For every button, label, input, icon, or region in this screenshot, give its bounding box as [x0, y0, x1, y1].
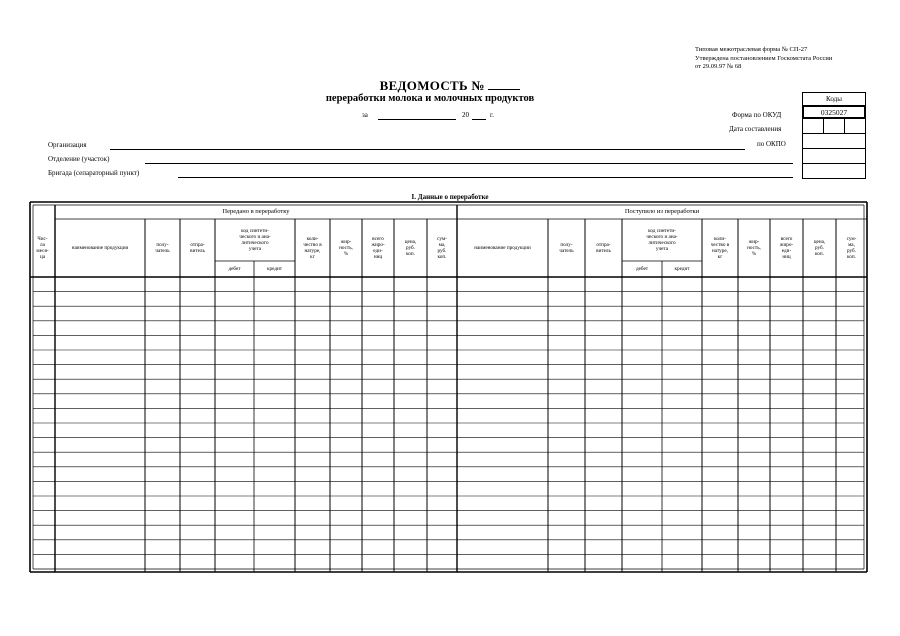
okud-code: 0325027 — [802, 105, 866, 119]
right-debit-header: дебет — [635, 266, 649, 272]
approval-line-3: от 29.09.97 № 68 — [695, 63, 742, 70]
approval-line-1: Типовая межотраслевая форма № СП-27 — [695, 46, 808, 53]
right-account-code-header: код синтети- ческого и ана- литического учета — [646, 228, 678, 252]
left-sender-header: отпра- витель — [190, 242, 205, 254]
organization-label: Организация — [48, 141, 87, 149]
right-quantity-header: коли- чество в натуре, кг — [710, 236, 730, 260]
section-title: I. Данные о переработке — [411, 193, 489, 201]
approval-line-2: Утверждена постановлением Госкомстата России — [695, 54, 833, 62]
period-year: 20 — [462, 111, 469, 119]
document-subtitle: переработки молока и молочных продуктов — [325, 93, 535, 104]
group-header-received: Поступило из переработки — [624, 208, 700, 215]
right-product-name-header: наименование продукции — [474, 245, 531, 251]
left-quantity-header: коли- чество в натуре, кг — [303, 236, 322, 260]
period-suffix: г. — [490, 111, 494, 119]
left-price-header: цена, руб. коп. — [404, 239, 417, 257]
left-receiver-header: полу- чатель — [155, 242, 170, 254]
date-column-header: Чис- ла меся- ца — [36, 236, 49, 260]
left-debit-header: дебет — [228, 266, 241, 272]
right-credit-header: кредит — [674, 266, 690, 272]
right-total-fat-header: всего жиро- еди- ниц — [779, 236, 794, 260]
group-header-transferred: Передано в переработку — [222, 208, 290, 215]
right-sender-header: отпра- витель — [596, 242, 611, 254]
right-fat-header: жир- ность, % — [747, 239, 761, 257]
okpo-label: по ОКПО — [757, 140, 786, 148]
department-label: Отделение (участок) — [48, 155, 110, 163]
left-fat-header: жир- ность, % — [339, 239, 353, 257]
left-account-code-header: код синтети- ческого и ана- литического учета — [239, 228, 271, 252]
period-prefix: за — [362, 111, 368, 119]
left-credit-header: кредит — [266, 266, 283, 272]
right-receiver-header: полу- чатель — [559, 242, 574, 254]
left-product-name-header: наименование продукции — [71, 245, 129, 251]
date-label: Дата составления — [729, 125, 782, 133]
brigade-label: Бригада (сепараторный пункт) — [48, 169, 140, 177]
okud-label: Форма по ОКУД — [732, 111, 782, 119]
codes-header: Коды — [802, 92, 866, 106]
left-sum-header: сум- ма, руб. коп. — [437, 236, 447, 260]
left-total-fat-header: всего жиро- еди- ниц — [371, 236, 385, 260]
title-text: ВЕДОМОСТЬ № — [379, 78, 485, 93]
right-sum-header: сум- ма, руб. коп. — [846, 236, 857, 260]
right-price-header: цена, руб. коп. — [813, 239, 826, 257]
